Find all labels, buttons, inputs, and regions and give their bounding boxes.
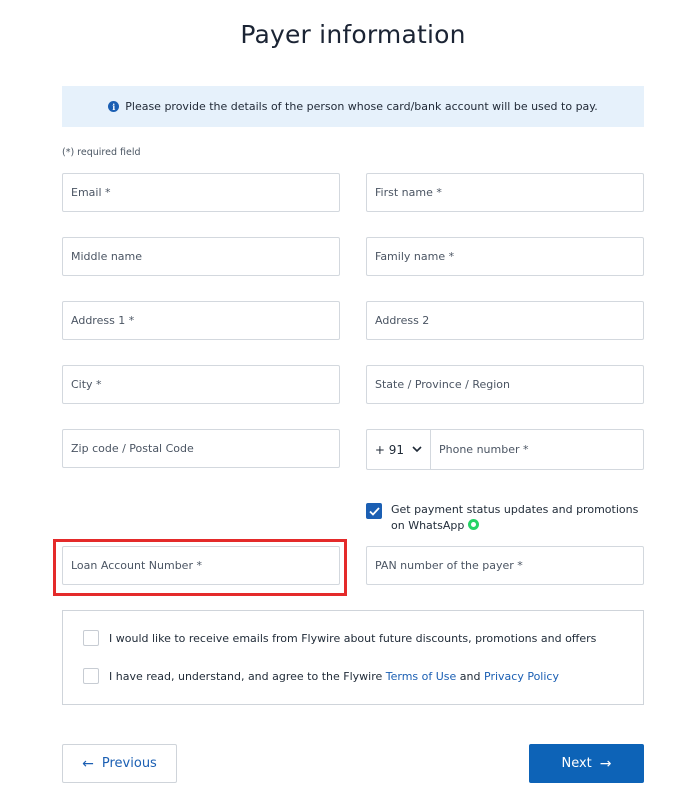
marketing-consent [83, 630, 596, 646]
pan-placeholder: PAN number of the payer * [375, 559, 523, 572]
first-name-field[interactable] [366, 173, 644, 212]
highlight-annotation [53, 539, 347, 596]
terms-prefix: I have read, understand, and agree to the Flywire [109, 669, 386, 683]
info-banner [62, 86, 644, 127]
family-name-field[interactable] [366, 237, 644, 276]
whatsapp-label: Get payment status updates and promotions on WhatsApp [391, 503, 639, 532]
middle-name-placeholder: Middle name [71, 250, 143, 263]
whatsapp-optin [366, 502, 646, 534]
phone-group [366, 429, 644, 470]
arrow-right-icon: → [599, 755, 612, 772]
address2-placeholder: Address 2 [375, 314, 430, 327]
email-field[interactable] [62, 173, 340, 212]
country-code-value: + 91 [374, 442, 405, 457]
info-icon: i [108, 101, 119, 112]
marketing-consent-checkbox[interactable] [83, 630, 99, 646]
terms-and: and [456, 669, 484, 683]
terms-consent [83, 668, 559, 684]
whatsapp-label-wrap [391, 502, 646, 534]
phone-number-field[interactable] [431, 430, 643, 469]
first-name-placeholder: First name * [375, 186, 442, 199]
zip-field[interactable] [62, 429, 340, 468]
email-placeholder: Email * [71, 186, 111, 199]
info-banner-text: Please provide the details of the person whose card/bank account will be used to pay. [125, 100, 598, 113]
address1-placeholder: Address 1 * [71, 314, 135, 327]
address1-field[interactable] [62, 301, 340, 340]
family-name-placeholder: Family name * [375, 250, 455, 263]
page-title: Payer information [240, 20, 466, 49]
next-button[interactable] [529, 744, 644, 783]
middle-name-field[interactable] [62, 237, 340, 276]
checkmark-icon [369, 507, 380, 516]
phone-number-placeholder: Phone number * [439, 443, 529, 456]
country-code-select[interactable] [367, 430, 431, 469]
marketing-consent-label: I would like to receive emails from Flywire about future discounts, promotions and offers [109, 631, 597, 645]
terms-of-use-link[interactable]: Terms of Use [385, 669, 457, 683]
terms-consent-checkbox[interactable] [83, 668, 99, 684]
terms-consent-label [109, 670, 559, 683]
whatsapp-icon [468, 519, 479, 530]
privacy-policy-link[interactable]: Privacy Policy [484, 669, 559, 683]
pan-field[interactable] [366, 546, 644, 585]
whatsapp-checkbox[interactable] [366, 503, 382, 519]
next-label: Next [561, 756, 592, 771]
zip-placeholder: Zip code / Postal Code [71, 442, 194, 455]
required-field-note: (*) required field [62, 147, 141, 158]
address2-field[interactable] [366, 301, 644, 340]
previous-button[interactable] [62, 744, 177, 783]
state-placeholder: State / Province / Region [375, 378, 510, 391]
previous-label: Previous [101, 756, 157, 771]
loan-account-placeholder: Loan Account Number * [71, 559, 202, 572]
city-placeholder: City * [71, 378, 102, 391]
city-field[interactable] [62, 365, 340, 404]
arrow-left-icon: ← [82, 755, 94, 772]
state-field[interactable] [366, 365, 644, 404]
chevron-down-icon [412, 446, 422, 453]
consent-box [62, 610, 644, 705]
